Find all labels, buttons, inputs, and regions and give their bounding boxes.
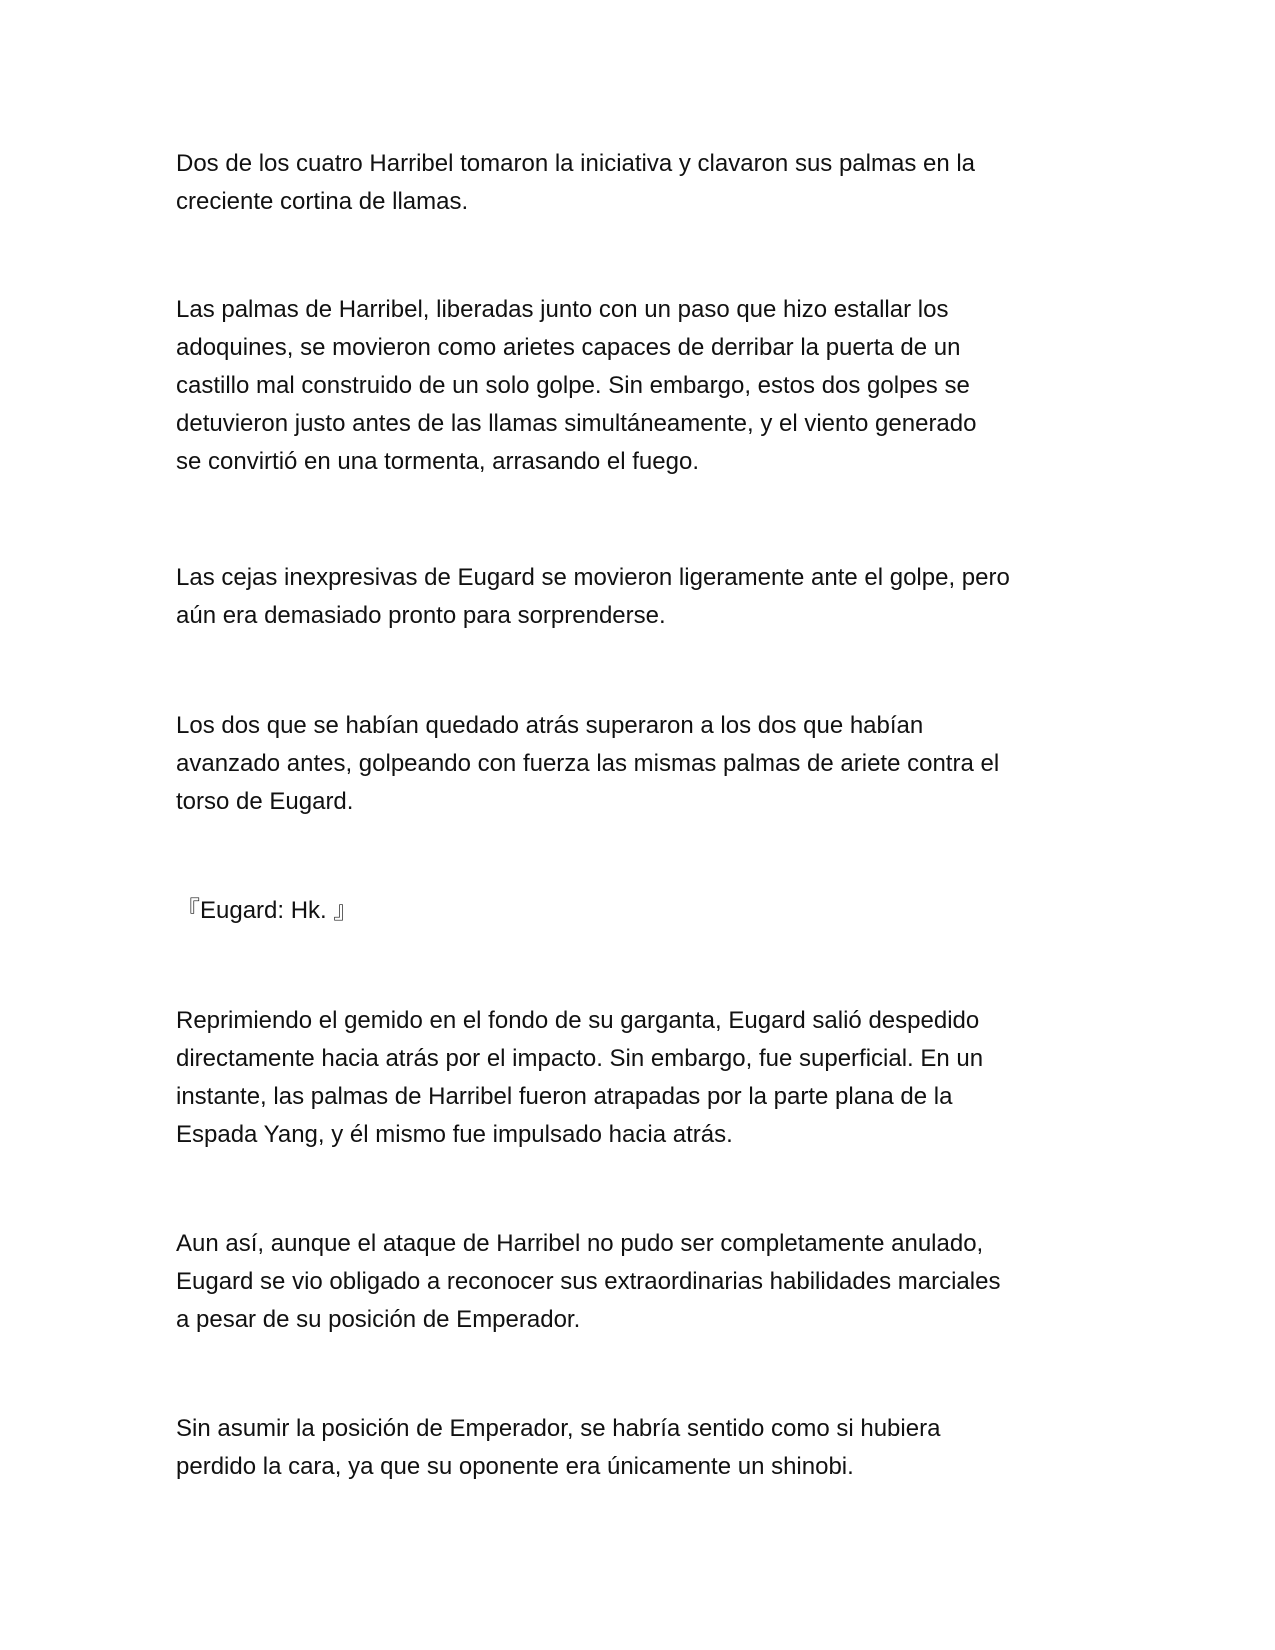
- text-line: Los dos que se habían quedado atrás superaron a los dos que habían: [176, 712, 924, 739]
- text-line: perdido la cara, ya que su oponente era únicamente un shinobi.: [176, 1453, 854, 1480]
- text-line: Las cejas inexpresivas de Eugard se movieron ligeramente ante el golpe, pero: [176, 564, 1010, 591]
- text-line: a pesar de su posición de Emperador.: [176, 1306, 581, 1333]
- paragraph-3: [176, 559, 1096, 635]
- text-line: aún era demasiado pronto para sorprenderse.: [176, 602, 666, 629]
- paragraph-1: [176, 145, 1096, 221]
- text-line: torso de Eugard.: [176, 788, 354, 815]
- paragraph-4: [176, 707, 1096, 821]
- text-line: Las palmas de Harribel, liberadas junto con un paso que hizo estallar los: [176, 296, 949, 323]
- text-line: Dos de los cuatro Harribel tomaron la iniciativa y clavaron sus palmas en la: [176, 150, 976, 177]
- text-line: se convirtió en una tormenta, arrasando el fuego.: [176, 448, 699, 475]
- text-line: adoquines, se movieron como arietes capaces de derribar la puerta de un: [176, 334, 961, 361]
- text-line: avanzado antes, golpeando con fuerza las mismas palmas de ariete contra el: [176, 750, 1000, 777]
- text-line: Sin asumir la posición de Emperador, se habría sentido como si hubiera: [176, 1415, 941, 1442]
- text-line: instante, las palmas de Harribel fueron atrapadas por la parte plana de la: [176, 1083, 953, 1110]
- paragraph-7: [176, 1225, 1096, 1339]
- text-line: Eugard se vio obligado a reconocer sus extraordinarias habilidades marciales: [176, 1268, 1001, 1295]
- text-line: Espada Yang, y él mismo fue impulsado hacia atrás.: [176, 1121, 733, 1148]
- dialogue-line: [176, 892, 1096, 930]
- text-line: 『Eugard: Hk. 』: [176, 897, 358, 924]
- text-line: Reprimiendo el gemido en el fondo de su garganta, Eugard salió despedido: [176, 1007, 980, 1034]
- paragraph-6: [176, 1002, 1096, 1154]
- text-line: creciente cortina de llamas.: [176, 188, 469, 215]
- text-line: directamente hacia atrás por el impacto. Sin embargo, fue superficial. En un: [176, 1045, 984, 1072]
- paragraph-8: [176, 1410, 1096, 1486]
- paragraph-2: [176, 291, 1096, 481]
- text-line: detuvieron justo antes de las llamas simultáneamente, y el viento generado: [176, 410, 977, 437]
- text-line: Aun así, aunque el ataque de Harribel no pudo ser completamente anulado,: [176, 1230, 984, 1257]
- text-line: castillo mal construido de un solo golpe. Sin embargo, estos dos golpes se: [176, 372, 970, 399]
